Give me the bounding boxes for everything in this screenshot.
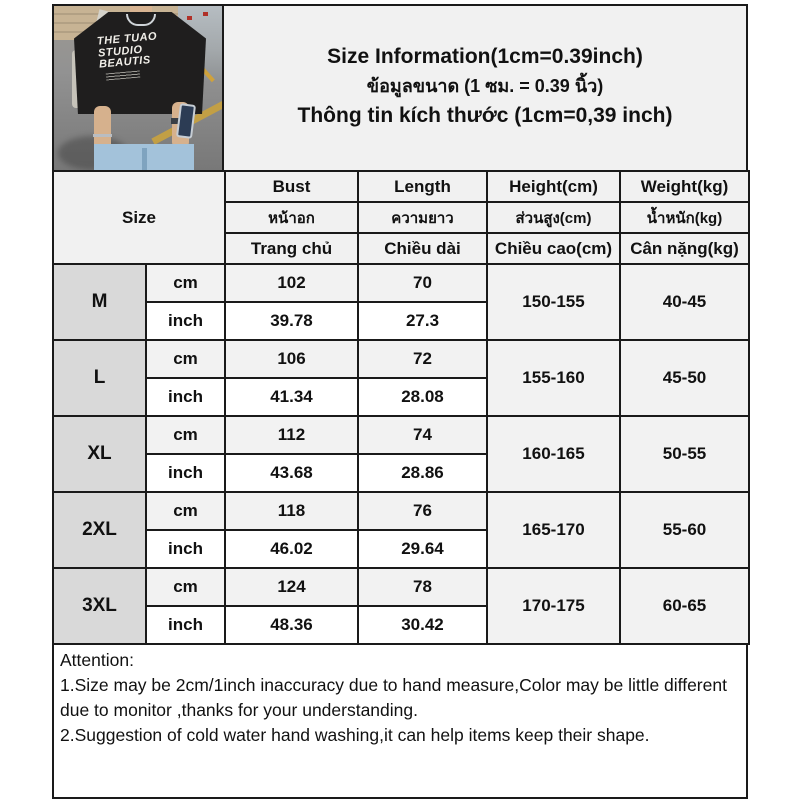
weight-header-en: Weight(kg) [620, 171, 749, 202]
length-cm-cell: 72 [358, 340, 487, 378]
product-photo [52, 4, 224, 172]
size-row-cm [53, 416, 749, 454]
attention-note-1: 1.Size may be 2cm/1inch inaccuracy due to hand measure,Color may be little different due to monitor ,thanks for your understanding. [60, 675, 727, 720]
bust-header-en: Bust [225, 171, 358, 202]
unit-inch-cell: inch [146, 378, 225, 416]
size-row-cm [53, 568, 749, 606]
weight-header-th: น้ำหนัก(kg) [620, 202, 749, 233]
attention-heading: Attention: [60, 650, 134, 670]
length-inch-cell: 28.08 [358, 378, 487, 416]
size-label-cell: L [53, 340, 146, 416]
size-table-body [53, 264, 749, 644]
length-cm-cell: 74 [358, 416, 487, 454]
height-range-cell: 170-175 [487, 568, 620, 644]
bust-cm-cell: 106 [225, 340, 358, 378]
length-header-en: Length [358, 171, 487, 202]
length-header-vi: Chiều dài [358, 233, 487, 264]
length-inch-cell: 27.3 [358, 302, 487, 340]
size-corner-header: Size [53, 171, 225, 264]
unit-cm-cell: cm [146, 340, 225, 378]
weight-range-cell: 60-65 [620, 568, 749, 644]
bust-header-th: หน้าอก [225, 202, 358, 233]
weight-range-cell: 50-55 [620, 416, 749, 492]
attention-box [52, 645, 748, 799]
size-row-cm [53, 340, 749, 378]
bust-inch-cell: 46.02 [225, 530, 358, 568]
unit-inch-cell: inch [146, 454, 225, 492]
height-range-cell: 155-160 [487, 340, 620, 416]
length-cm-cell: 70 [358, 264, 487, 302]
car-taillight-dot [187, 16, 192, 20]
bust-cm-cell: 102 [225, 264, 358, 302]
height-header-vi: Chiều cao(cm) [487, 233, 620, 264]
length-inch-cell: 30.42 [358, 606, 487, 644]
unit-inch-cell: inch [146, 606, 225, 644]
size-table [52, 170, 750, 645]
length-cm-cell: 78 [358, 568, 487, 606]
unit-cm-cell: cm [146, 416, 225, 454]
height-range-cell: 150-155 [487, 264, 620, 340]
weight-range-cell: 45-50 [620, 340, 749, 416]
height-header-th: ส่วนสูง(cm) [487, 202, 620, 233]
bust-header-vi: Trang chủ [225, 233, 358, 264]
bracelet [93, 134, 112, 137]
length-cm-cell: 76 [358, 492, 487, 530]
size-row-cm [53, 492, 749, 530]
height-range-cell: 160-165 [487, 416, 620, 492]
bust-inch-cell: 39.78 [225, 302, 358, 340]
weight-range-cell: 55-60 [620, 492, 749, 568]
jeans-seam [142, 148, 147, 170]
unit-inch-cell: inch [146, 302, 225, 340]
length-header-th: ความยาว [358, 202, 487, 233]
height-header-en: Height(cm) [487, 171, 620, 202]
size-label-cell: 3XL [53, 568, 146, 644]
size-label-cell: M [53, 264, 146, 340]
weight-header-vi: Cân nặng(kg) [620, 233, 749, 264]
title-vietnamese: Thông tin kích thước (1cm=0,39 inch) [297, 104, 673, 127]
length-inch-cell: 29.64 [358, 530, 487, 568]
size-row-cm [53, 264, 749, 302]
tshirt-graphic-text: THE TUAO STUDIO BEAUTIS [96, 30, 158, 71]
size-label-cell: XL [53, 416, 146, 492]
unit-cm-cell: cm [146, 492, 225, 530]
bust-cm-cell: 112 [225, 416, 358, 454]
unit-cm-cell: cm [146, 568, 225, 606]
bust-cm-cell: 124 [225, 568, 358, 606]
top-section [52, 4, 748, 172]
bust-inch-cell: 43.68 [225, 454, 358, 492]
attention-note-2: 2.Suggestion of cold water hand washing,it can help items keep their shape. [60, 725, 650, 745]
bust-inch-cell: 48.36 [225, 606, 358, 644]
size-information-title-block [224, 4, 748, 172]
car-taillight-dot [203, 12, 208, 16]
size-label-cell: 2XL [53, 492, 146, 568]
header-row-english [53, 171, 749, 202]
length-inch-cell: 28.86 [358, 454, 487, 492]
bust-inch-cell: 41.34 [225, 378, 358, 416]
bust-cm-cell: 118 [225, 492, 358, 530]
smartphone [176, 103, 196, 139]
size-chart-sheet [52, 4, 748, 799]
weight-range-cell: 40-45 [620, 264, 749, 340]
title-english: Size Information(1cm=0.39inch) [327, 45, 643, 68]
unit-cm-cell: cm [146, 264, 225, 302]
title-thai: ข้อมูลขนาด (1 ซม. = 0.39 นิ้ว) [366, 76, 604, 96]
height-range-cell: 165-170 [487, 492, 620, 568]
unit-inch-cell: inch [146, 530, 225, 568]
